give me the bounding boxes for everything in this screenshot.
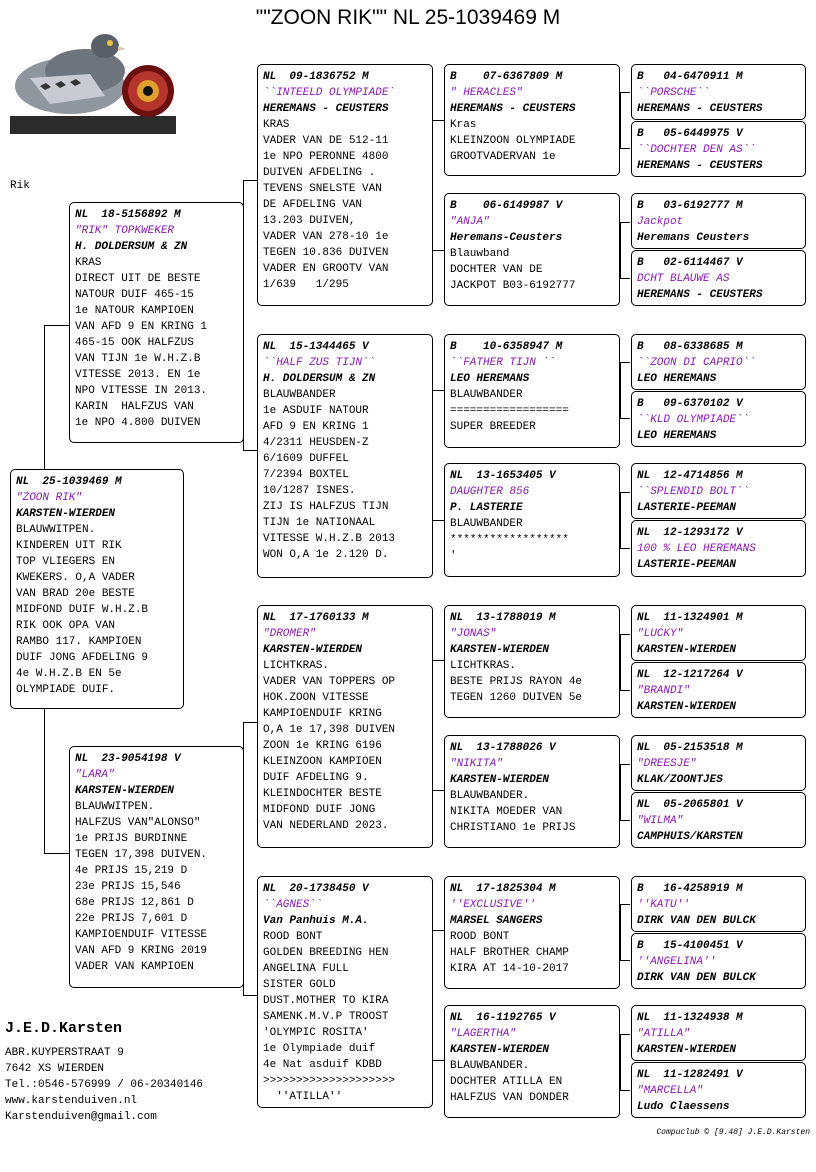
connector-line — [44, 325, 69, 326]
pedigree-note: BLAUWBANDER — [450, 389, 523, 401]
pedigree-note: KIRA AT 14-10-2017 — [450, 963, 569, 975]
ring-number: NL 11-1324901 M — [637, 612, 743, 624]
breeder-name: H. DOLDERSUM & ZN — [263, 373, 376, 385]
pedigree-note: 465-15 OOK HALFZUS — [75, 337, 194, 349]
pigeon-card-subject — [10, 469, 184, 709]
pedigree-note: VAN AFD 9 EN KRING 1 — [75, 321, 208, 333]
ring-number: NL 05-2065801 V — [637, 799, 743, 811]
pedigree-note: ZIJ IS HALFZUS TIJN — [263, 501, 389, 513]
breeder-name: HEREMANS - CEUSTERS — [637, 289, 763, 301]
pigeon-name: ``PORSCHE`` — [637, 87, 710, 99]
connector-line — [432, 930, 444, 931]
connector-line — [620, 92, 630, 93]
pigeon-name: ``FATHER TIJN `` — [450, 357, 556, 369]
pedigree-note: LICHTKRAS. — [450, 660, 517, 672]
pigeon-card-mother — [69, 746, 244, 988]
pigeon-name: "ANJA" — [450, 216, 490, 228]
breeder-name: KARSTEN-WIERDEN — [637, 1044, 737, 1056]
pedigree-note: ****************** — [450, 534, 569, 546]
pedigree-note: BLAUWBANDER — [450, 518, 523, 530]
pedigree-note: TEGEN 10.836 DUIVEN — [263, 247, 389, 259]
breeder-name: KARSTEN-WIERDEN — [637, 701, 737, 713]
pedigree-note: VADER VAN 278-10 1e — [263, 231, 389, 243]
pedigree-note: RAMBO 117. KAMPIOEN — [16, 636, 142, 648]
owner-website-link[interactable]: www.karstenduiven.nl — [5, 1095, 138, 1107]
pigeon-card-fmm — [444, 463, 620, 577]
pedigree-note: ZOON 1e KRING 6196 — [263, 740, 382, 752]
pigeon-name: "WILMA" — [637, 815, 684, 827]
pedigree-note: KLEINDOCHTER BESTE — [263, 788, 382, 800]
breeder-name: LEO HEREMANS — [450, 373, 530, 385]
pedigree-note: HOK.ZOON VITESSE — [263, 692, 369, 704]
owner-name: J.E.D.Karsten — [5, 1020, 123, 1037]
breeder-name: HEREMANS - CEUSTERS — [637, 160, 763, 172]
breeder-name: P. LASTERIE — [450, 502, 523, 514]
pedigree-note: BLAUWWITPEN. — [75, 801, 155, 813]
pedigree-note: NATOUR DUIF 465-15 — [75, 289, 194, 301]
pigeon-name: 100 % LEO HEREMANS — [637, 543, 756, 555]
pedigree-note: 4/2311 HEUSDEN-Z — [263, 437, 369, 449]
pedigree-note: BLAUWBANDER. — [450, 1060, 530, 1072]
pedigree-note: TEGEN 1260 DUIVEN 5e — [450, 692, 583, 704]
pedigree-note: SAMENK.M.V.P TROOST — [263, 1011, 389, 1023]
pigeon-name: ``AGNES`` — [263, 899, 323, 911]
pedigree-note: VAN NEDERLAND 2023. — [263, 820, 389, 832]
breeder-name: KARSTEN-WIERDEN — [450, 1044, 550, 1056]
owner-line: 7642 XS WIERDEN — [5, 1063, 105, 1075]
breeder-name: HEREMANS - CEUSTERS — [263, 103, 389, 115]
ring-number: NL 23-9054198 V — [75, 753, 181, 765]
breeder-name: Heremans Ceusters — [637, 232, 750, 244]
breeder-name: Ludo Claessens — [637, 1101, 730, 1113]
connector-line — [620, 222, 621, 278]
ring-number: NL 25-1039469 M — [16, 476, 122, 488]
ring-number: NL 20-1738450 V — [263, 883, 369, 895]
breeder-name: DIRK VAN DEN BULCK — [637, 972, 756, 984]
pigeon-name: ''KATU'' — [637, 899, 690, 911]
ring-number: NL 16-1192765 V — [450, 1012, 556, 1024]
breeder-name: LASTERIE-PEEMAN — [637, 559, 737, 571]
ring-number: NL 05-2153518 M — [637, 742, 743, 754]
pedigree-note: KWEKERS. O,A VADER — [16, 572, 135, 584]
connector-line — [620, 362, 621, 418]
pedigree-note: BLAUWWITPEN. — [16, 524, 96, 536]
connector-line — [620, 764, 621, 820]
pigeon-name: DCHT BLAUWE AS — [637, 273, 730, 285]
breeder-name: HEREMANS - CEUSTERS — [637, 103, 763, 115]
pedigree-note: MIDFOND DUIF JONG — [263, 804, 376, 816]
pedigree-note: 6/1609 DUFFEL — [263, 453, 349, 465]
pedigree-note: 4e W.H.Z.B EN 5e — [16, 668, 122, 680]
pedigree-note: DUIF AFDELING 9. — [263, 772, 369, 784]
connector-line — [432, 1060, 444, 1061]
owner-line: ABR.KUYPERSTRAAT 9 — [5, 1047, 124, 1059]
pedigree-note: Blauwband — [450, 248, 510, 260]
connector-line — [620, 1034, 630, 1035]
ring-number: B 03-6192777 M — [637, 200, 743, 212]
pigeon-card-fmf — [444, 334, 620, 448]
pedigree-note: LICHTKRAS. — [263, 660, 330, 672]
breeder-name: CAMPHUIS/KARSTEN — [637, 831, 743, 843]
pedigree-note: 1e Olympiade duif — [263, 1043, 376, 1055]
connector-line — [432, 390, 444, 391]
pigeon-card-g5 — [631, 121, 806, 177]
pigeon-name: "MARCELLA" — [637, 1085, 704, 1097]
ring-number: NL 18-5156892 M — [75, 209, 181, 221]
ring-number: B 06-6149987 V — [450, 200, 563, 212]
breeder-name: Van Panhuis M.A. — [263, 915, 369, 927]
connector-line — [432, 660, 444, 661]
pedigree-note: 10/1287 ISNES. — [263, 485, 356, 497]
pedigree-note: 1e NPO 4.800 DUIVEN — [75, 417, 201, 429]
ring-number: NL 11-1324938 M — [637, 1012, 743, 1024]
pedigree-note: ''ATILLA'' — [263, 1091, 343, 1103]
breeder-name: LEO HEREMANS — [637, 373, 717, 385]
breeder-name: Heremans-Ceusters — [450, 232, 563, 244]
pedigree-note: MIDFOND DUIF W.H.Z.B — [16, 604, 149, 616]
pedigree-note: VAN AFD 9 KRING 2019 — [75, 945, 208, 957]
pigeon-name: ``SPLENDID BOLT`` — [637, 486, 750, 498]
pedigree-note: KRAS — [75, 257, 102, 269]
pedigree-note: OLYMPIADE DUIF. — [16, 684, 116, 696]
pedigree-note: Kras — [450, 119, 477, 131]
connector-line — [44, 325, 45, 470]
pedigree-note: ' — [450, 550, 457, 562]
ring-number: NL 12-1293172 V — [637, 527, 743, 539]
pedigree-note: WON O,A 1e 2.120 D. — [263, 549, 389, 561]
pedigree-note: HALFZUS VAN DONDER — [450, 1092, 569, 1104]
ring-number: NL 12-1217264 V — [637, 669, 743, 681]
connector-line — [620, 1034, 621, 1090]
connector-line — [620, 820, 630, 821]
connector-line — [432, 790, 444, 791]
breeder-name: MARSEL SANGERS — [450, 915, 543, 927]
ring-number: NL 17-1760133 M — [263, 612, 369, 624]
pedigree-note: BLAUWBANDER. — [450, 790, 530, 802]
pigeon-name: ''ANGELINA'' — [637, 956, 717, 968]
owner-email-link[interactable]: Karstenduiven@gmail.com — [5, 1111, 157, 1123]
pedigree-note: TIJN 1e NATIONAAL — [263, 517, 376, 529]
pigeon-card-ffm — [444, 193, 620, 306]
pedigree-note: VADER VAN TOPPERS OP — [263, 676, 396, 688]
pigeon-card-g5 — [631, 64, 806, 120]
pedigree-note: DIRECT UIT DE BESTE — [75, 273, 201, 285]
pigeon-card-g5 — [631, 605, 806, 661]
pedigree-note: NIKITA MOEDER VAN — [450, 806, 563, 818]
pigeon-name: "NIKITA" — [450, 758, 503, 770]
pedigree-note: KAMPIOENDUIF VITESSE — [75, 929, 208, 941]
ring-number: NL 13-1653405 V — [450, 470, 556, 482]
pedigree-note: 1e ASDUIF NATOUR — [263, 405, 369, 417]
pedigree-note: 1e PRIJS BURDINNE — [75, 833, 188, 845]
ring-number: B 02-6114467 V — [637, 257, 743, 269]
pigeon-card-g5 — [631, 334, 806, 390]
pedigree-note: KARIN HALFZUS VAN — [75, 401, 194, 413]
breeder-name: HEREMANS - CEUSTERS — [450, 103, 576, 115]
pedigree-note: ROOD BONT — [450, 931, 510, 943]
pedigree-note: DOCHTER ATILLA EN — [450, 1076, 563, 1088]
breeder-name: KLAK/ZOONTJES — [637, 774, 723, 786]
pigeon-name: "DREESJE" — [637, 758, 697, 770]
pedigree-note: VADER EN GROOTV VAN — [263, 263, 389, 275]
pedigree-note: 4e PRIJS 15,219 D — [75, 865, 188, 877]
pedigree-note: 1/639 1/295 — [263, 279, 349, 291]
connector-line — [620, 492, 630, 493]
pigeon-name: "ATILLA" — [637, 1028, 690, 1040]
ring-number: B 07-6367809 M — [450, 71, 563, 83]
pedigree-note: ================== — [450, 405, 569, 417]
ring-number: B 15-4100451 V — [637, 940, 743, 952]
pigeon-name: " HERACLES" — [450, 87, 523, 99]
pigeon-card-g5 — [631, 662, 806, 718]
pigeon-name: ``INTEELD OLYMPIADE` — [263, 87, 396, 99]
ring-number: B 16-4258919 M — [637, 883, 743, 895]
breeder-name: KARSTEN-WIERDEN — [263, 644, 363, 656]
pigeon-card-g5 — [631, 250, 806, 306]
pedigree-note: DUST.MOTHER TO KIRA — [263, 995, 389, 1007]
pedigree-note: >>>>>>>>>>>>>>>>>>>> — [263, 1075, 396, 1087]
pigeon-name: ``KLD OLYMPIADE`` — [637, 414, 750, 426]
pigeon-card-g5 — [631, 520, 806, 577]
connector-line — [243, 180, 257, 181]
pedigree-note: 4e Nat asduif KDBD — [263, 1059, 382, 1071]
breeder-name: KARSTEN-WIERDEN — [16, 508, 116, 520]
pedigree-note: SUPER BREEDER — [450, 421, 536, 433]
ring-number: NL 15-1344465 V — [263, 341, 369, 353]
pedigree-note: KAMPIOENDUIF KRING — [263, 708, 382, 720]
breeder-name: LASTERIE-PEEMAN — [637, 502, 737, 514]
connector-line — [432, 250, 444, 251]
pedigree-note: 1e NPO PERONNE 4800 — [263, 151, 389, 163]
ring-number: B 04-6470911 M — [637, 71, 743, 83]
pigeon-name: "LAGERTHA" — [450, 1028, 517, 1040]
pedigree-note: BESTE PRIJS RAYON 4e — [450, 676, 583, 688]
footer-credit: Compuclub © [9.48] J.E.D.Karsten — [656, 1128, 810, 1137]
pigeon-name: "DROMER" — [263, 628, 316, 640]
pigeon-card-mmf — [444, 876, 620, 989]
pedigree-note: 'OLYMPIC ROSITA' — [263, 1027, 369, 1039]
connector-line — [620, 634, 621, 690]
pigeon-card-g5 — [631, 463, 806, 519]
pedigree-note: VITESSE W.H.Z.B 2013 — [263, 533, 396, 545]
pedigree-note: AFD 9 EN KRING 1 — [263, 421, 369, 433]
pigeon-card-g5 — [631, 735, 806, 791]
ring-number: NL 17-1825304 M — [450, 883, 556, 895]
connector-line — [243, 722, 257, 723]
pigeon-card-g5 — [631, 193, 806, 249]
pedigree-note: DUIF JONG AFDELING 9 — [16, 652, 149, 664]
pedigree-note: SISTER GOLD — [263, 979, 336, 991]
pigeon-card-ff — [257, 64, 433, 306]
pedigree-note: KRAS — [263, 119, 290, 131]
breeder-name: H. DOLDERSUM & ZN — [75, 241, 188, 253]
pedigree-note: KLEINZOON KAMPIOEN — [263, 756, 382, 768]
pedigree-note: 68e PRIJS 12,861 D — [75, 897, 194, 909]
ring-number: NL 09-1836752 M — [263, 71, 369, 83]
pigeon-name: ``ZOON DI CAPRIO`` — [637, 357, 756, 369]
pedigree-note: HALF BROTHER CHAMP — [450, 947, 569, 959]
breeder-name: LEO HEREMANS — [637, 430, 717, 442]
connector-line — [620, 362, 630, 363]
pigeon-card-g5 — [631, 1062, 806, 1118]
pigeon-card-g5 — [631, 391, 806, 447]
connector-line — [620, 634, 630, 635]
connector-line — [620, 418, 630, 419]
connector-line — [620, 1090, 630, 1091]
pigeon-name: DAUGHTER 856 — [450, 486, 530, 498]
pigeon-card-g5 — [631, 933, 806, 989]
pedigree-note: 1e NATOUR KAMPIOEN — [75, 305, 194, 317]
pedigree-note: 22e PRIJS 7,601 D — [75, 913, 188, 925]
pedigree-note: 13.203 DUIVEN, — [263, 215, 356, 227]
pigeon-card-mf — [257, 605, 433, 848]
pedigree-note: DOCHTER VAN DE — [450, 264, 543, 276]
connector-line — [620, 548, 630, 549]
pigeon-name: "LARA" — [75, 769, 115, 781]
ring-number: NL 11-1282491 V — [637, 1069, 743, 1081]
pedigree-note: VADER VAN DE 512-11 — [263, 135, 389, 147]
connector-line — [620, 278, 630, 279]
pigeon-name: "BRANDI" — [637, 685, 690, 697]
breeder-name: KARSTEN-WIERDEN — [637, 644, 737, 656]
connector-line — [620, 764, 630, 765]
ring-number: B 09-6370102 V — [637, 398, 743, 410]
pedigree-note: DE AFDELING VAN — [263, 199, 363, 211]
pigeon-name: ``HALF ZUS TIJN`` — [263, 357, 376, 369]
pedigree-note: TEGEN 17,398 DUIVEN. — [75, 849, 208, 861]
connector-line — [44, 708, 45, 853]
pedigree-note: JACKPOT B03-6192777 — [450, 280, 576, 292]
pedigree-note: VITESSE 2013. EN 1e — [75, 369, 201, 381]
breeder-name: KARSTEN-WIERDEN — [450, 644, 550, 656]
connector-line — [620, 690, 630, 691]
pigeon-name: ``DOCHTER DEN AS`` — [637, 144, 756, 156]
pigeon-card-mff — [444, 605, 620, 718]
pedigree-note: TOP VLIEGERS EN — [16, 556, 116, 568]
ring-number: B 08-6338685 M — [637, 341, 743, 353]
pigeon-card-mmm — [444, 1005, 620, 1118]
pigeon-card-father — [69, 202, 244, 443]
pedigree-note: HALFZUS VAN"ALONSO" — [75, 817, 201, 829]
pigeon-name: ''EXCLUSIVE'' — [450, 899, 536, 911]
pigeon-card-mm — [257, 876, 433, 1108]
pedigree-note: TEVENS SNELSTE VAN — [263, 183, 382, 195]
pedigree-note: KLEINZOON OLYMPIADE — [450, 135, 576, 147]
connector-line — [243, 995, 257, 996]
breeder-name: DIRK VAN DEN BULCK — [637, 915, 756, 927]
pedigree-note: KINDEREN UIT RIK — [16, 540, 122, 552]
connector-line — [620, 148, 630, 149]
pigeon-name: "ZOON RIK" — [16, 492, 83, 504]
connector-line — [620, 222, 630, 223]
pedigree-note: ANGELINA FULL — [263, 963, 349, 975]
pedigree-note: BLAUWBANDER — [263, 389, 336, 401]
pigeon-name: "LUCKY" — [637, 628, 684, 640]
connector-line — [620, 92, 621, 148]
ring-number: B 10-6358947 M — [450, 341, 563, 353]
pigeon-name: Jackpot — [637, 216, 684, 228]
connector-line — [620, 904, 621, 960]
connector-line — [432, 120, 444, 121]
pigeon-card-g5 — [631, 876, 806, 932]
pigeon-card-g5 — [631, 1005, 806, 1061]
pigeon-card-g5 — [631, 792, 806, 848]
pedigree-note: 23e PRIJS 15,546 — [75, 881, 181, 893]
ring-number: NL 13-1788026 V — [450, 742, 556, 754]
pedigree-note: O,A 1e 17,398 DUIVEN — [263, 724, 396, 736]
pedigree-note: NPO VITESSE IN 2013. — [75, 385, 208, 397]
pedigree-note: GROOTVADERVAN 1e — [450, 151, 556, 163]
rik-label: Rik — [10, 180, 30, 192]
ring-number: NL 12-4714856 M — [637, 470, 743, 482]
pedigree-note: 7/2394 BOXTEL — [263, 469, 349, 481]
pigeon-card-fm — [257, 334, 433, 578]
ring-number: B 05-6449975 V — [637, 128, 743, 140]
pedigree-note: ROOD BONT — [263, 931, 323, 943]
pedigree-note: DUIVEN AFDELING . — [263, 167, 376, 179]
pedigree-note: VADER VAN KAMPIOEN — [75, 961, 194, 973]
ring-number: NL 13-1788019 M — [450, 612, 556, 624]
owner-address — [5, 1045, 203, 1125]
pigeon-name: "JONAS" — [450, 628, 497, 640]
breeder-name: KARSTEN-WIERDEN — [75, 785, 175, 797]
owner-line: Tel.:0546-576999 / 06-20340146 — [5, 1079, 204, 1091]
connector-line — [620, 904, 630, 905]
pigeon-name: "RIK" TOPKWEKER — [75, 225, 175, 237]
pedigree-note: GOLDEN BREEDING HEN — [263, 947, 389, 959]
page-title: ""ZOON RIK"" NL 25-1039469 M — [255, 6, 561, 29]
pedigree-note: CHRISTIANO 1e PRIJS — [450, 822, 576, 834]
pedigree-note: VAN TIJN 1e W.H.Z.B — [75, 353, 201, 365]
connector-line — [432, 520, 444, 521]
connector-line — [620, 492, 621, 548]
connector-line — [620, 960, 630, 961]
pigeon-card-mfm — [444, 735, 620, 848]
pedigree-note: RIK OOK OPA VAN — [16, 620, 116, 632]
pigeon-photo-icon — [10, 16, 176, 134]
pigeon-card-fff — [444, 64, 620, 176]
connector-line — [44, 853, 69, 854]
connector-line — [243, 450, 257, 451]
pedigree-note: VAN BRAD 20e BESTE — [16, 588, 135, 600]
breeder-name: KARSTEN-WIERDEN — [450, 774, 550, 786]
